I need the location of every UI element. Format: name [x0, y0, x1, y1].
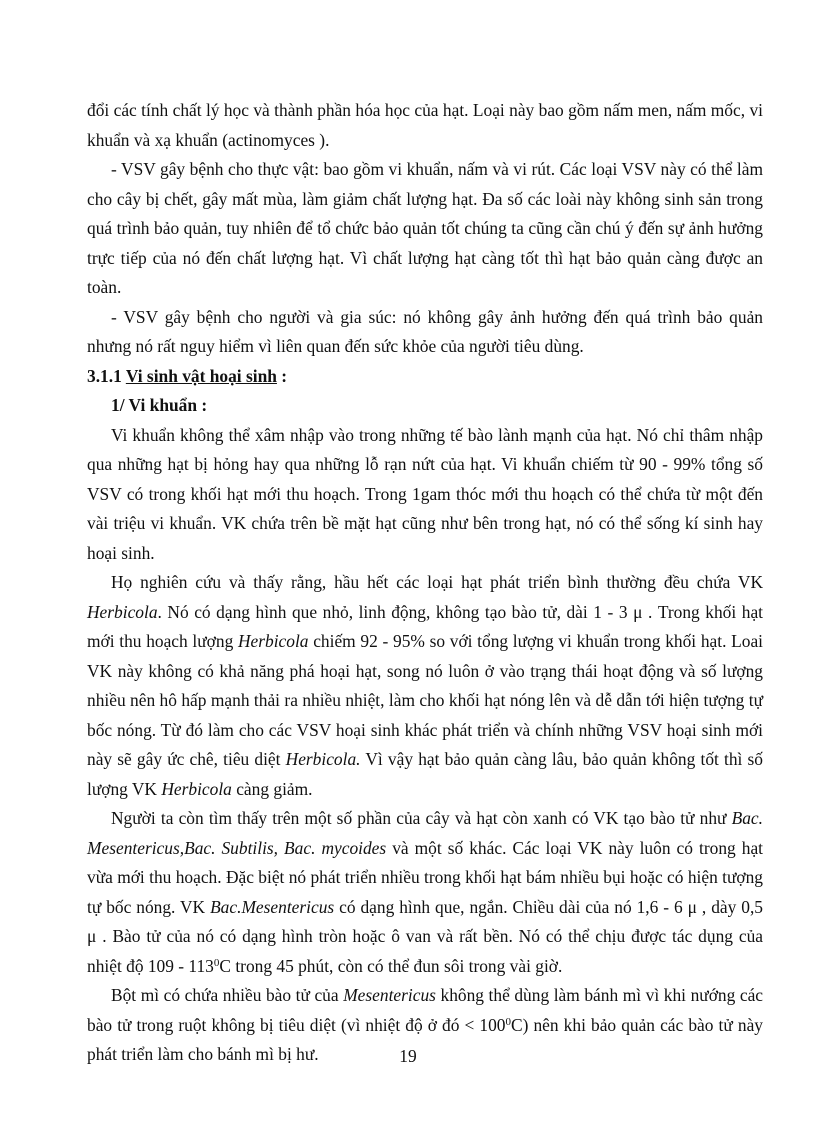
text-run: không thể dùng làm bánh mì vì khi nướng các bào tử trong ruột không bị tiêu diệt (vì nhiệt độ ở đó < 100 — [87, 985, 764, 1035]
text-run: chiếm 92 - 95% so với tổng lượng vi khuẩn trong khối hạt. Loai VK này không có khả năng phá hoại hạt, song nó luôn ở vào trạng thái hoạt động và số lượng nhiều nên hô hấp mạnh thải ra nhiều nhiệt, làm cho khối hạt nóng lên và dễ dẫn tới hiện tượng tự bốc nóng. Từ đó làm cho các VSV hoại sinh khác phát triển và chính những VSV hoại sinh mới này sẽ gây ức chê, tiêu diệt — [87, 631, 764, 769]
text-run: C trong 45 phút, còn có thể đun sôi trong vài giờ. — [219, 955, 563, 976]
species-name: Bac. Mesentericus,Bac. Subtilis, Bac. mycoides — [87, 808, 763, 858]
species-name: Bac.Mesentericus — [210, 896, 335, 917]
species-name: Herbicola — [237, 631, 309, 651]
species-name: Herbicola — [87, 601, 158, 622]
paragraph-1: đổi các tính chất lý học và thành phần hóa học của hạt. Loại này bao gồm nấm men, nấm mốc, vi khuẩn và xạ khuẩn (actinomyces ). — [87, 100, 763, 150]
species-name: Herbicola — [161, 778, 232, 799]
section-suffix: : — [276, 365, 288, 386]
text-run: và một số khác. Các loại VK này luôn có trong hạt vừa mới thu hoạch. Đặc biệt nó phát triển nhiều trong khối hạt bám nhiều bụi hoặc có hiện tượng tự bốc nóng. VK — [87, 837, 763, 917]
text-run: Vì vậy hạt bảo quản càng lâu, bảo quản không tốt thì số lượng VK — [87, 749, 763, 799]
section-number: 3.1.1 — [87, 365, 122, 386]
text-run: Họ nghiên cứu và thấy rằng, hầu hết các loại hạt phát triển bình thường đều chứa VK — [111, 572, 763, 592]
text-run: Bột mì có chứa nhiều bào tử của — [111, 985, 344, 1005]
paragraph-4: Vi khuẩn không thể xâm nhập vào trong những tế bào lành mạnh của hạt. Nó chỉ thâm nhập qua những hạt bị hỏng hay qua những lỗ rạn nứt của hạt. Vi khuẩn chiếm từ 90 - 99% tổng số VSV có trong khối hạt mới thu hoạch. Trong 1gam thóc mới thu hoạch có thể chứa từ một đến vài triệu vi khuẩn. VK chứa trên bề mặt hạt cũng như bên trong hạt, nó có thể sống kí sinh hay hoại sinh. — [87, 424, 763, 563]
text-run: Người ta còn tìm thấy trên một số phần của cây và hạt còn xanh có VK tạo bào tử như — [111, 808, 732, 828]
paragraph-3: - VSV gây bệnh cho người và gia súc: nó không gây ảnh hưởng đến quá trình bảo quản nhưng nó rất nguy hiểm vì liên quan đến sức khỏe của người tiêu dùng. — [87, 306, 763, 356]
paragraph-5 — [87, 568, 763, 804]
page-number: 19 — [399, 1046, 417, 1066]
paragraph-6 — [87, 804, 763, 981]
superscript: 0 — [213, 956, 220, 969]
text-run: C) nên khi bảo quản các bào tử này phát triển làm cho bánh mì bị hư. — [87, 1014, 763, 1064]
subsection-heading: 1/ Vi khuẩn : — [111, 395, 208, 415]
text-run: . Nó có dạng hình que nhỏ, linh động, không tạo bào tử, dài 1 - 3 μ . Trong khối hạt mới thu hoạch lượng — [87, 601, 763, 651]
paragraph-2: - VSV gây bệnh cho thực vật: bao gồm vi khuẩn, nấm và vi rút. Các loại VSV này có thể làm cho cây bị chết, gây mất mùa, làm giảm chất lượng hạt. Đa số các loài này không sinh sản trong quá trình bảo quản, tuy nhiên để tổ chức bảo quản tốt chúng ta cũng cần chú ý đến sự ảnh hưởng trực tiếp của nó đến chất lượng hạt. Vì chất lượng hạt càng tốt thì hạt bảo quản càng được an toàn. — [87, 159, 763, 297]
superscript: 0 — [505, 1015, 511, 1028]
section-heading — [87, 362, 763, 392]
text-run: càng giảm. — [231, 778, 313, 799]
body-text — [87, 96, 763, 1070]
section-title: Vi sinh vật hoại sinh — [125, 365, 277, 386]
text-run: có dạng hình que, ngắn. Chiều dài của nó 1,6 - 6 μ , dày 0,5 μ . Bào tử của nó có dạng hình tròn hoặc ô van và rất bền. Nó có thể chịu được tác dụng của nhiệt độ 109 - 113 — [87, 896, 763, 976]
species-name: Mesentericus — [343, 985, 436, 1005]
species-name: Herbicola. — [285, 749, 361, 769]
